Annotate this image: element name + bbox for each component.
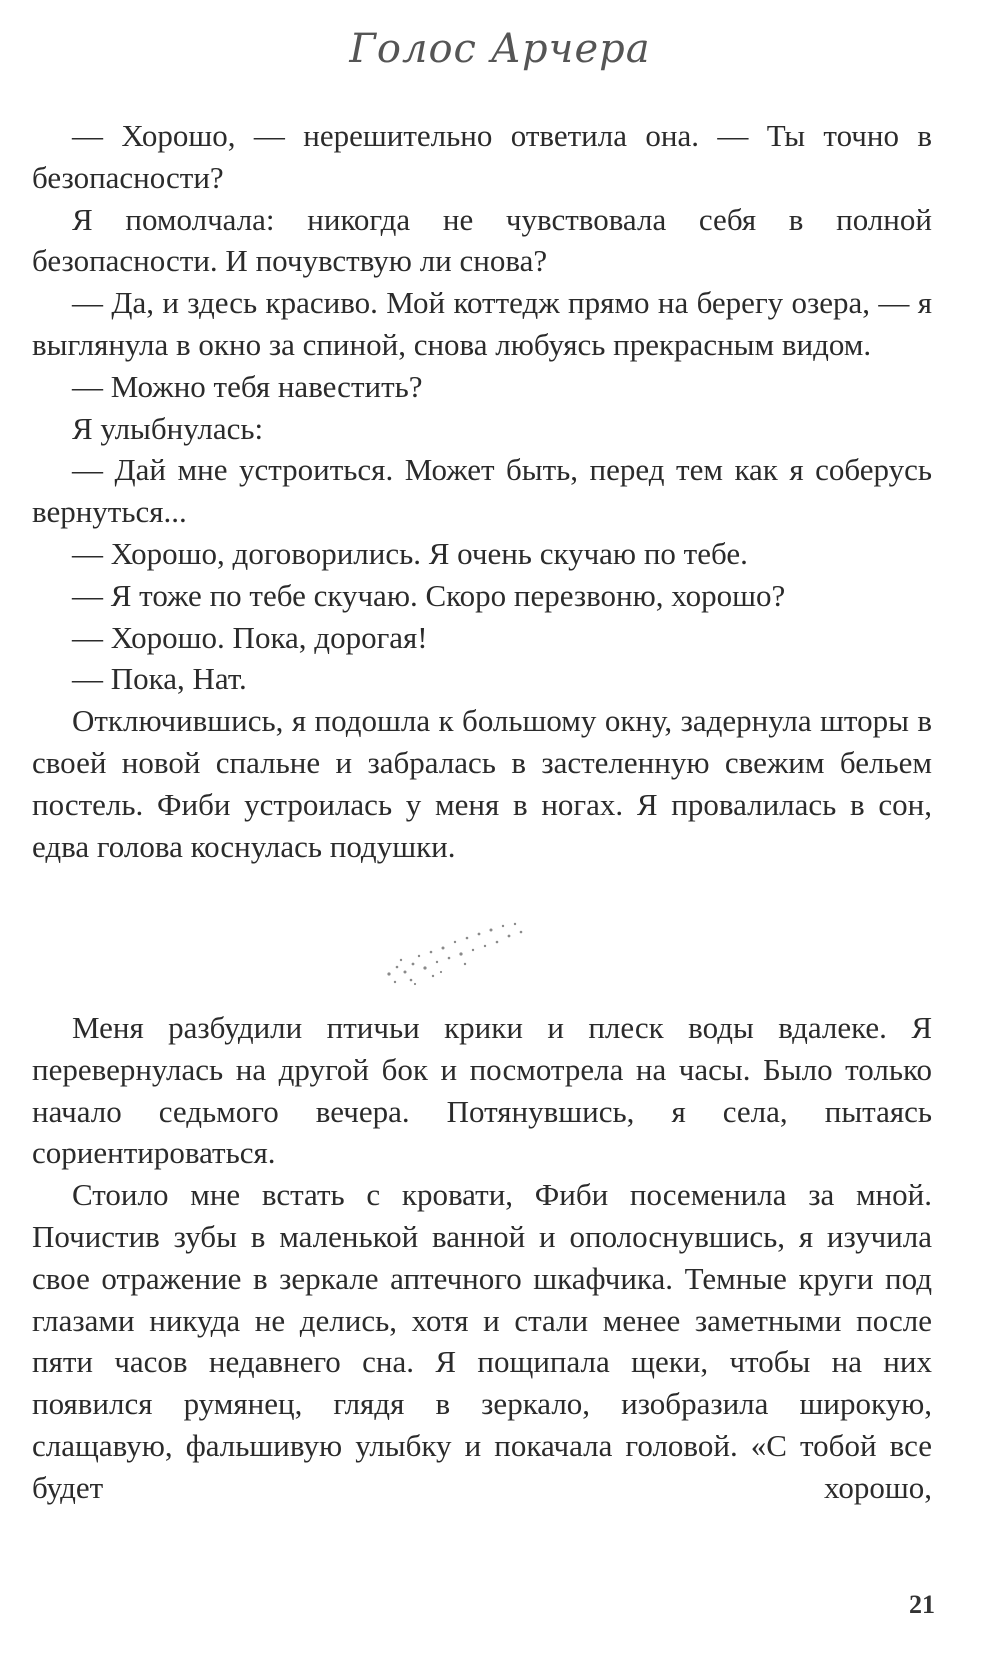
paragraph: Меня разбудили птичьи крики и плеск воды вдалеке. Я перевернулась на другой бок и посмотрела на часы. Было только начало седьмого вечера. Потянувшись, я села, пытаясь сориентироваться. [32, 1010, 932, 1171]
section-break-ornament-icon [375, 912, 535, 992]
paragraph: — Можно тебя навестить? [72, 368, 423, 404]
paragraph: — Хорошо, — нерешительно ответила она. — Ты точно в безопасности? [32, 118, 932, 195]
paragraph: — Хорошо. Пока, дорогая! [72, 619, 428, 655]
paragraph: Я улыбнулась: [72, 410, 264, 446]
running-head: Голос Арчера [349, 26, 651, 72]
paragraph: — Пока, Нат. [72, 661, 247, 697]
paragraph: — Дай мне устроиться. Может быть, перед тем как я соберусь вернуться... [32, 452, 932, 530]
paragraph: Я помолчала: никогда не чувствовала себя в полной безопасности. И почувствую ли снова? [32, 201, 932, 279]
text-block-2 [32, 1007, 932, 1509]
paragraph: — Хорошо, договорились. Я очень скучаю по тебе. [72, 535, 748, 571]
paragraph: Стоило мне встать с кровати, Фиби посеменила за мной. Почистив зубы в маленькой ванной и ополоснувшись, я изучила свое отражение в зеркале аптечного шкафчика. Темные круги под глазами никуда не делись, хотя и стали менее заметными после пяти часов недавнего сна. Я пощипала щеки, чтобы на них появился румянец, глядя в зеркало, изобразила широкую, слащавую, фальшивую улыбку и покачала головой. «С тобой все будет хорошо, [32, 1177, 932, 1505]
paragraph: — Я тоже по тебе скучаю. Скоро перезвоню, хорошо? [72, 577, 786, 613]
paragraph: Отключившись, я подошла к большому окну, задернула шторы в своей новой спальне и забралась в застеленную свежим бельем постель. Фиби устроилась у меня в ногах. Я провалилась в сон, едва голова коснулась подушки. [32, 703, 932, 864]
page-number: 21 [909, 1590, 935, 1619]
paragraph: — Да, и здесь красиво. Мой коттедж прямо на берегу озера, — я выглянула в окно за спиной, снова любуясь прекрасным видом. [32, 285, 932, 362]
text-block-1 [32, 115, 932, 867]
